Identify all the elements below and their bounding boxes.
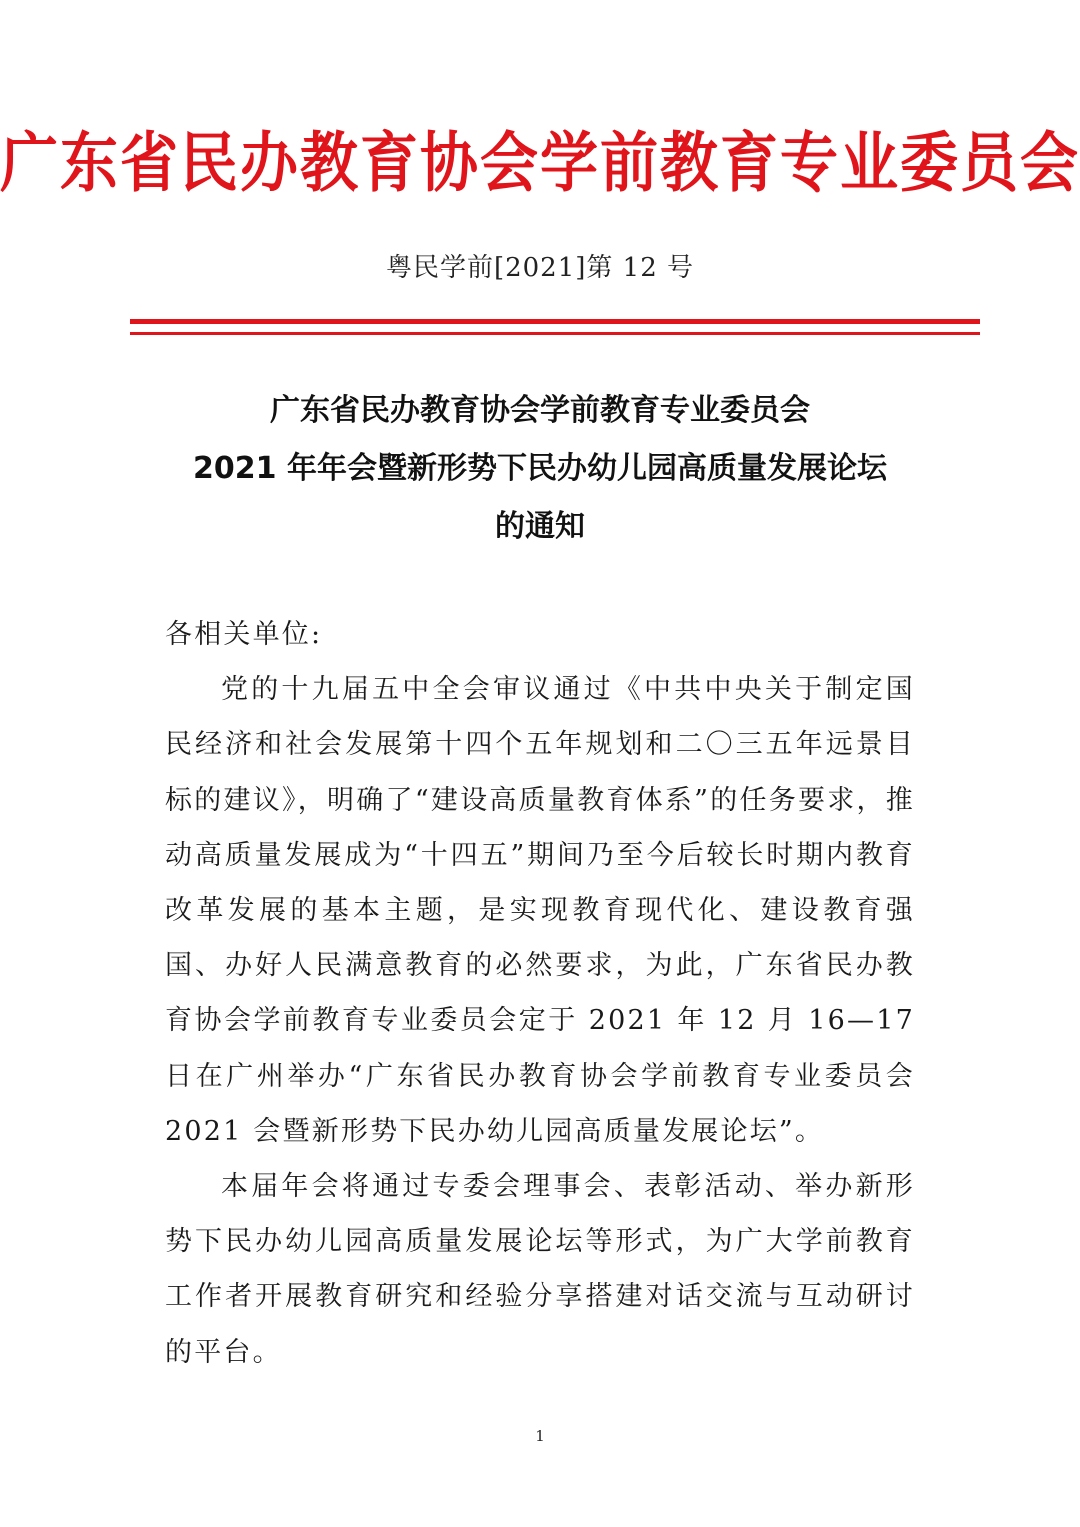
title-line-1: 广东省民办教育协会学前教育专业委员会 — [270, 393, 810, 428]
title-line-3: 的通知 — [495, 509, 585, 544]
header-divider-thick — [130, 319, 980, 324]
organization-header: 广东省民办教育协会学前教育专业委员会 — [0, 124, 1080, 201]
document-body — [165, 607, 915, 1380]
body-paragraph-2: 本届年会将通过专委会理事会、表彰活动、举办新形势下民办幼儿园高质量发展论坛等形式，为广大学前教育工作者开展教育研究和经验分享搭建对话交流与互动研讨的平台。 — [165, 1171, 915, 1368]
body-paragraph-1: 党的十九届五中全会审议通过《中共中央关于制定国民经济和社会发展第十四个五年规划和二〇三五年远景目标的建议》，明确了“建设高质量教育体系”的任务要求，推动高质量发展成为“十四五”期间乃至今后较长时期内教育改革发展的基本主题，是实现教育现代化、建设教育强国、办好人民满意教育的必然要求，为此，广东省民办教育协会学前教育专业委员会定于 2021 年 12 月 16—17 日在广州举办“广东省民办教育协会学前教育专业委员会 2021 会暨新形势下民办幼儿园高质量发展论坛”。 — [165, 674, 915, 1147]
header-divider-thin — [130, 332, 980, 335]
document-number: 粤民学前[2021]第 12 号 — [385, 253, 695, 283]
title-line-2: 2021 年年会暨新形势下民办幼儿园高质量发展论坛 — [193, 451, 887, 486]
page-number: 1 — [535, 1427, 545, 1445]
salutation: 各相关单位: — [165, 619, 323, 650]
document-title — [0, 382, 1080, 556]
